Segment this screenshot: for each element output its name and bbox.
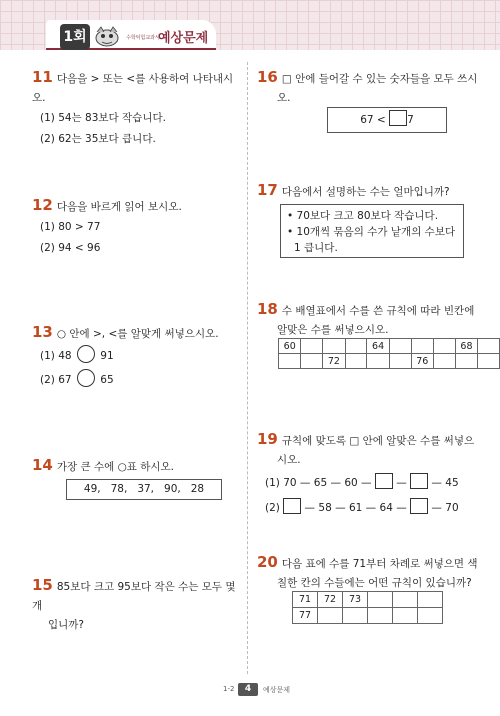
question-text: 다음을 바르게 읽어 보시오. [56, 201, 182, 213]
question-number: 20 [257, 553, 278, 571]
chart-cell[interactable] [279, 354, 301, 369]
seq-number: 58 [318, 502, 332, 514]
page-header [0, 0, 500, 60]
round-badge: 1회 [60, 24, 90, 50]
question-text: 다음을 > 또는 <를 사용하여 나타내시오. [32, 73, 234, 104]
item-label: (1) [265, 477, 280, 489]
chart-cell[interactable]: 72 [323, 354, 345, 369]
question-text-cont: 칠한 칸의 수들에는 어떤 규칙이 있습니까? [277, 577, 472, 589]
table-cell[interactable] [418, 592, 443, 608]
question-number: 17 [257, 181, 278, 199]
item-label: (2) [40, 374, 55, 386]
sequence-2: (2) — 58 — 61 — 64 — — 70 [257, 496, 492, 520]
chart-cell[interactable] [478, 339, 500, 354]
question-text: 가장 큰 수에 ○표 하시오. [56, 461, 175, 473]
chart-row [279, 339, 500, 354]
chart-cell[interactable] [323, 339, 345, 354]
header-title: 예상문제 [158, 31, 209, 46]
chart-cell[interactable] [301, 354, 323, 369]
page-footer [0, 683, 500, 699]
item-label: (1) [40, 350, 55, 362]
question-text: ○ 안에 >, <를 알맞게 써넣으시오. [56, 328, 219, 340]
compare-item [32, 368, 247, 392]
number-list: 49, 78, 37, 90, 28 [83, 483, 205, 495]
seq-number: 65 [313, 477, 328, 489]
question-item: (2) 62는 35보다 큽니다. [40, 133, 156, 145]
question-number: 11 [32, 68, 53, 86]
table-cell[interactable]: 77 [293, 608, 318, 624]
chart-cell[interactable] [455, 354, 477, 369]
table-cell[interactable] [343, 608, 368, 624]
question-18 [257, 300, 492, 340]
question-text: 규칙에 맞도록 □ 안에 알맞은 수를 써넣으 [281, 435, 475, 447]
question-20 [257, 553, 492, 593]
condition-2: • 10개씩 묶음의 수가 낱개의 수보다 [287, 226, 456, 238]
chart-cell[interactable] [411, 339, 433, 354]
footer-label: 예상문제 [263, 686, 291, 694]
question-item: (1) 80 > 77 [40, 221, 101, 233]
chart-cell[interactable] [367, 354, 389, 369]
table-cell[interactable] [393, 592, 418, 608]
question-item: (2) 94 < 96 [40, 242, 101, 254]
number-list-box [66, 479, 222, 500]
question-number: 15 [32, 576, 53, 594]
chart-cell[interactable]: 60 [279, 339, 301, 354]
chart-cell[interactable]: 76 [411, 354, 433, 369]
table-row [293, 592, 443, 608]
table-row [293, 608, 443, 624]
seq-number: 64 [379, 502, 393, 514]
table-cell[interactable] [368, 608, 393, 624]
question-17 [257, 181, 487, 202]
header-subtitle: 수학익힘교과서 [126, 35, 160, 41]
table-cell[interactable] [368, 592, 393, 608]
chart-cell[interactable] [478, 354, 500, 369]
question-text: 다음에서 설명하는 수는 얼마입니까? [281, 186, 450, 198]
inequality-left: 67 < [360, 114, 386, 126]
question-16 [257, 68, 487, 108]
left-number: 48 [58, 350, 72, 362]
right-number: 91 [100, 350, 114, 362]
page-number: 4 [238, 683, 258, 696]
question-14 [32, 456, 247, 477]
number-chart [278, 338, 500, 369]
blank-box[interactable] [410, 473, 428, 489]
sequence-1: (1) 70 — 65 — 60 — — — 45 [257, 470, 492, 496]
conditions-box [280, 204, 464, 258]
answer-circle[interactable] [77, 345, 95, 363]
question-number: 12 [32, 196, 53, 214]
question-text-cont: 시오. [277, 454, 301, 466]
chart-cell[interactable] [301, 339, 323, 354]
footer-section: 1-2 [223, 685, 235, 693]
column-divider [247, 62, 248, 674]
compare-item [32, 344, 247, 368]
question-number: 13 [32, 323, 53, 341]
inequality-box [327, 107, 447, 133]
seq-number: 60 [344, 477, 358, 489]
seq-number: 61 [348, 502, 363, 514]
table-cell[interactable]: 72 [318, 592, 343, 608]
condition-1: • 70보다 크고 80보다 작습니다. [287, 210, 439, 222]
question-item: (1) 54는 83보다 작습니다. [40, 112, 166, 124]
blank-box[interactable] [389, 110, 407, 126]
question-text: 다음 표에 수를 71부터 차례로 써넣으면 색 [281, 558, 478, 570]
table-cell[interactable] [318, 608, 343, 624]
item-label: (2) [265, 502, 280, 514]
table-cell[interactable]: 71 [293, 592, 318, 608]
question-15 [32, 576, 247, 635]
right-number: 65 [100, 374, 114, 386]
answer-circle[interactable] [77, 369, 95, 387]
chart-cell[interactable] [345, 339, 367, 354]
question-number: 18 [257, 300, 278, 318]
seq-number: 70 [283, 477, 297, 489]
blank-box[interactable] [375, 473, 393, 489]
inequality-right: 7 [407, 114, 414, 126]
question-text-cont: 오. [277, 92, 291, 104]
chart-cell[interactable] [434, 339, 456, 354]
question-13 [32, 323, 247, 392]
question-text: □ 안에 들어갈 수 있는 숫자들을 모두 쓰시 [281, 73, 478, 85]
question-number: 14 [32, 456, 53, 474]
blank-box[interactable] [283, 498, 301, 514]
chart-cell[interactable] [389, 339, 411, 354]
question-text: 수 배열표에서 수를 쓴 규칙에 따라 빈칸에 [281, 305, 475, 317]
condition-2-cont: 1 큽니다. [294, 242, 338, 254]
mascot-icon [92, 24, 122, 48]
question-number: 19 [257, 430, 278, 448]
chart-cell[interactable] [434, 354, 456, 369]
chart-row [279, 354, 500, 369]
number-table [292, 591, 443, 624]
table-cell[interactable]: 73 [343, 592, 368, 608]
chart-cell[interactable] [389, 354, 411, 369]
blank-box[interactable] [410, 498, 428, 514]
chart-cell[interactable]: 64 [367, 339, 389, 354]
question-text-cont: 알맞은 수를 써넣으시오. [277, 324, 389, 336]
seq-number: 45 [445, 477, 459, 489]
chart-cell[interactable]: 68 [455, 339, 477, 354]
question-text-cont: 입니까? [48, 619, 85, 631]
question-11 [32, 68, 242, 150]
chart-cell[interactable] [345, 354, 367, 369]
seq-number: 70 [445, 502, 459, 514]
question-19 [257, 430, 492, 520]
question-text: 85보다 크고 95보다 작은 수는 모두 몇 개 [32, 581, 236, 612]
left-number: 67 [58, 374, 72, 386]
question-12 [32, 196, 242, 259]
table-cell[interactable] [418, 608, 443, 624]
table-cell[interactable] [393, 608, 418, 624]
question-number: 16 [257, 68, 278, 86]
